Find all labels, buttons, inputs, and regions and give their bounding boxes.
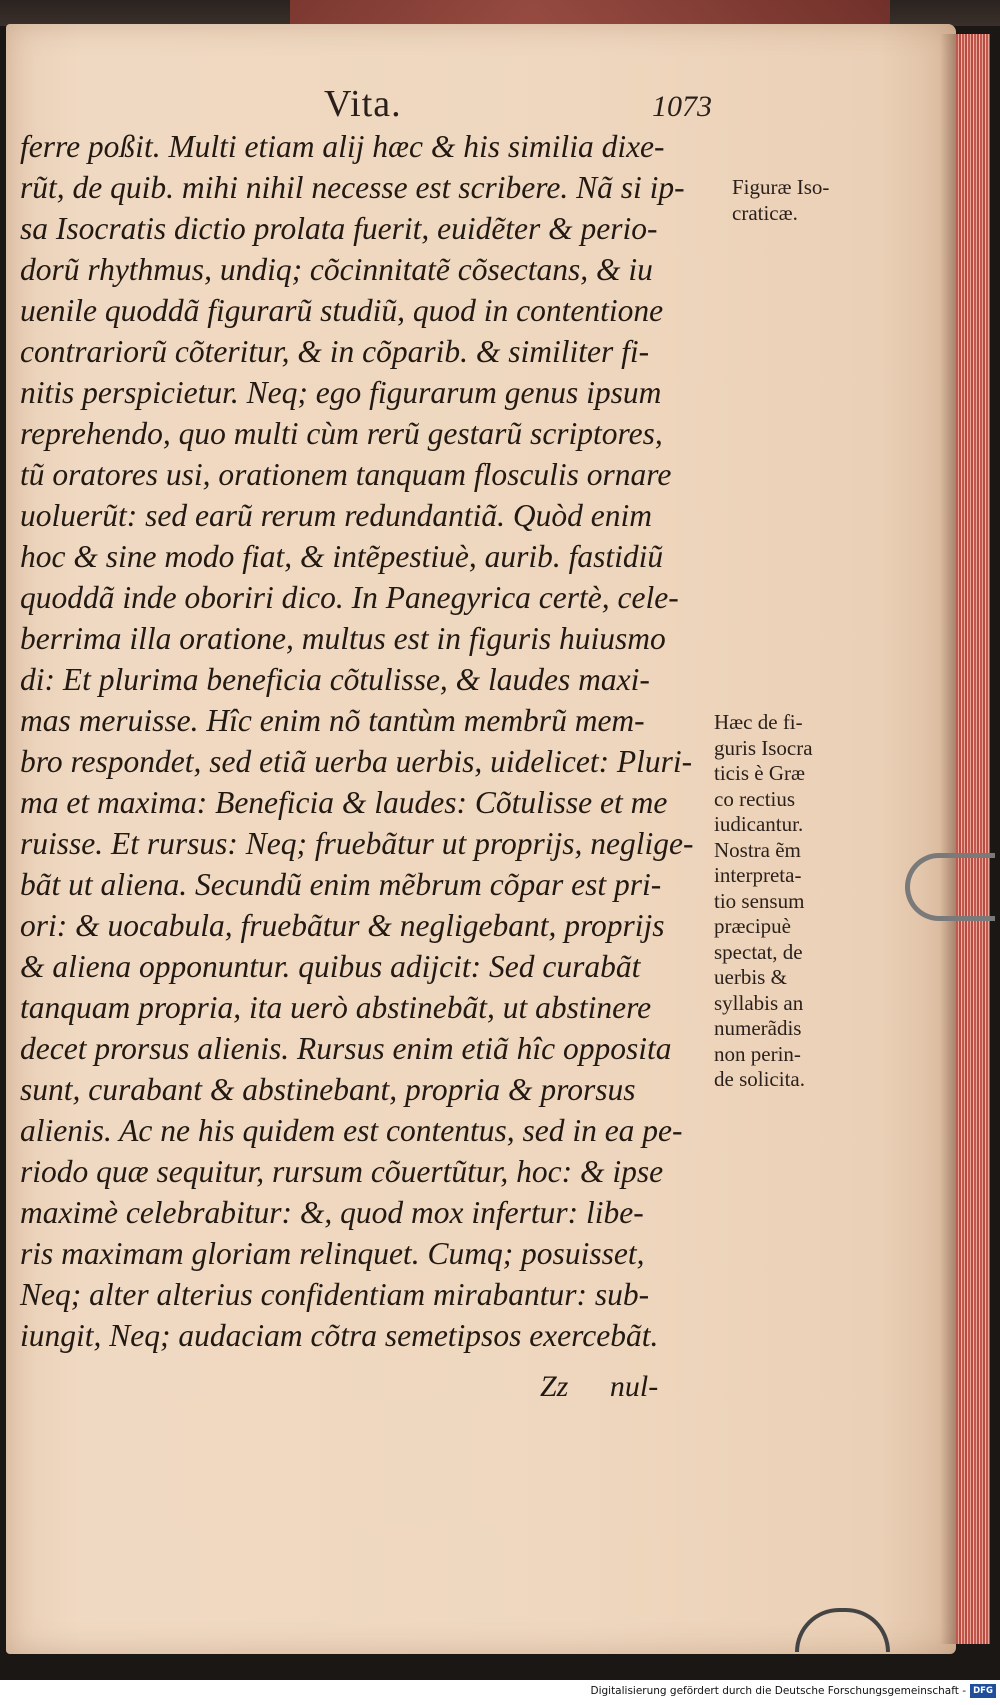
marginal-note-line: syllabis an <box>714 990 804 1015</box>
marginal-note-line: Nostra ẽm <box>714 837 801 862</box>
text-line: ma et maxima: Beneficia & laudes: Cõtulisse et me <box>20 785 668 820</box>
text-line: bro respondet, sed etiã uerba uerbis, uidelicet: Pluri- <box>20 744 693 779</box>
dfg-logo: DFG <box>970 1684 996 1698</box>
signature-mark: Zz <box>540 1370 569 1403</box>
text-line: decet prorsus alienis. Rursus enim etiã hîc opposita <box>20 1031 672 1066</box>
text-line: ori: & uocabula, fruebãtur & negligebant, proprijs <box>20 908 665 943</box>
marginal-note-line: co rectius <box>714 786 796 811</box>
text-line: uenile quoddã figurarũ studiũ, quod in contentione <box>20 293 664 328</box>
marginal-note-line: iudicantur. <box>714 812 804 836</box>
catchword: nul- <box>609 1370 659 1403</box>
text-line: bãt ut aliena. Secundũ enim mẽbrum cõpar est pri- <box>20 867 662 902</box>
text-line: sa Isocratis dictio prolata fuerit, euidẽter & perio- <box>20 211 658 246</box>
marginal-note-line: Figuræ Iso- <box>732 175 830 199</box>
page-number: 1073 <box>652 90 712 123</box>
text-line: alienis. Ac ne his quidem est contentus, sed in ea pe- <box>20 1113 683 1148</box>
text-line: ferre poßit. Multi etiam alij hæc & his similia dixe- <box>20 129 665 164</box>
text-line: reprehendo, quo multi cùm rerũ gestarũ scriptores, <box>20 416 663 451</box>
marginal-note-translation <box>714 710 813 1093</box>
marginal-note-line: interpreta- <box>714 863 802 887</box>
text-line: & aliena opponuntur. quibus adijcit: Sed curabãt <box>20 949 641 984</box>
text-line: berrima illa oratione, multus est in figuris huiusmo <box>20 621 666 656</box>
marginal-note-figures <box>732 175 829 226</box>
marginal-note-line: ticis è Græ <box>714 761 805 785</box>
text-line: ris maximam gloriam relinquet. Cumq; posuisset, <box>20 1236 645 1271</box>
text-line: quoddã inde oboriri dico. In Panegyrica certè, cele- <box>20 580 679 615</box>
text-line: maximè celebrabitur: &, quod mox infertur: libe- <box>20 1195 644 1230</box>
marginal-note-line: non perin- <box>714 1041 801 1066</box>
text-line: riodo quæ sequitur, rursum cõuertũtur, hoc: & ipse <box>20 1154 664 1189</box>
text-line: uoluerũt: sed earũ rerum redundantiã. Quòd enim <box>20 498 652 533</box>
text-line: rũt, de quib. mihi nihil necesse est scribere. Nã si ip- <box>20 170 685 205</box>
text-line: ruisse. Et rursus: Neq; fruebãtur ut proprijs, neglige- <box>20 826 694 861</box>
text-line: sunt, curabant & abstinebant, propria & prorsus <box>20 1072 636 1107</box>
marginal-note-line: spectat, de <box>714 939 803 964</box>
marginal-note-line: numerãdis <box>714 1016 802 1040</box>
text-line: tanquam propria, ita uerò abstinebãt, ut abstinere <box>20 990 652 1025</box>
text-line: Neq; alter alterius confidentiam mirabantur: sub- <box>20 1277 650 1312</box>
text-line: contrariorũ cõteritur, & in cõparib. & similiter fi- <box>20 334 650 369</box>
text-line: di: Et plurima beneficia cõtulisse, & laudes maxi- <box>20 662 650 697</box>
text-line: mas meruisse. Hîc enim nõ tantùm membrũ mem- <box>20 703 645 738</box>
digitization-credit: Digitalisierung gefördert durch die Deutsche Forschungsgemeinschaft - <box>590 1685 966 1697</box>
catchword-line <box>540 1370 740 1404</box>
marginal-note-line: Hæc de fi- <box>714 710 803 734</box>
text-line: dorũ rhythmus, undiq; cõcinnitatẽ cõsectans, & iu <box>20 252 653 287</box>
text-line: iungit, Neq; audaciam cõtra semetipsos exercebãt. <box>20 1318 659 1353</box>
red-page-edges <box>956 34 990 1644</box>
text-line: tũ oratores usi, orationem tanquam flosculis ornare <box>20 457 672 492</box>
metal-clasp <box>905 853 995 921</box>
book-binding <box>290 0 890 24</box>
main-text-block <box>20 126 720 1356</box>
marginal-note-line: præcipuè <box>714 914 791 938</box>
marginal-note-line: de solicita. <box>714 1067 805 1091</box>
text-line: hoc & sine modo fiat, & intẽpestiuè, aurib. fastidiũ <box>20 539 664 574</box>
marginal-note-line: uerbis & <box>714 965 787 989</box>
text-line: nitis perspicietur. Neq; ego figurarum genus ipsum <box>20 375 662 410</box>
marginal-note-line: tio sensum <box>714 888 805 913</box>
running-header: Vita. <box>324 83 402 125</box>
marginal-note-line: craticæ. <box>732 200 798 225</box>
marginal-note-line: guris Isocra <box>714 735 813 760</box>
